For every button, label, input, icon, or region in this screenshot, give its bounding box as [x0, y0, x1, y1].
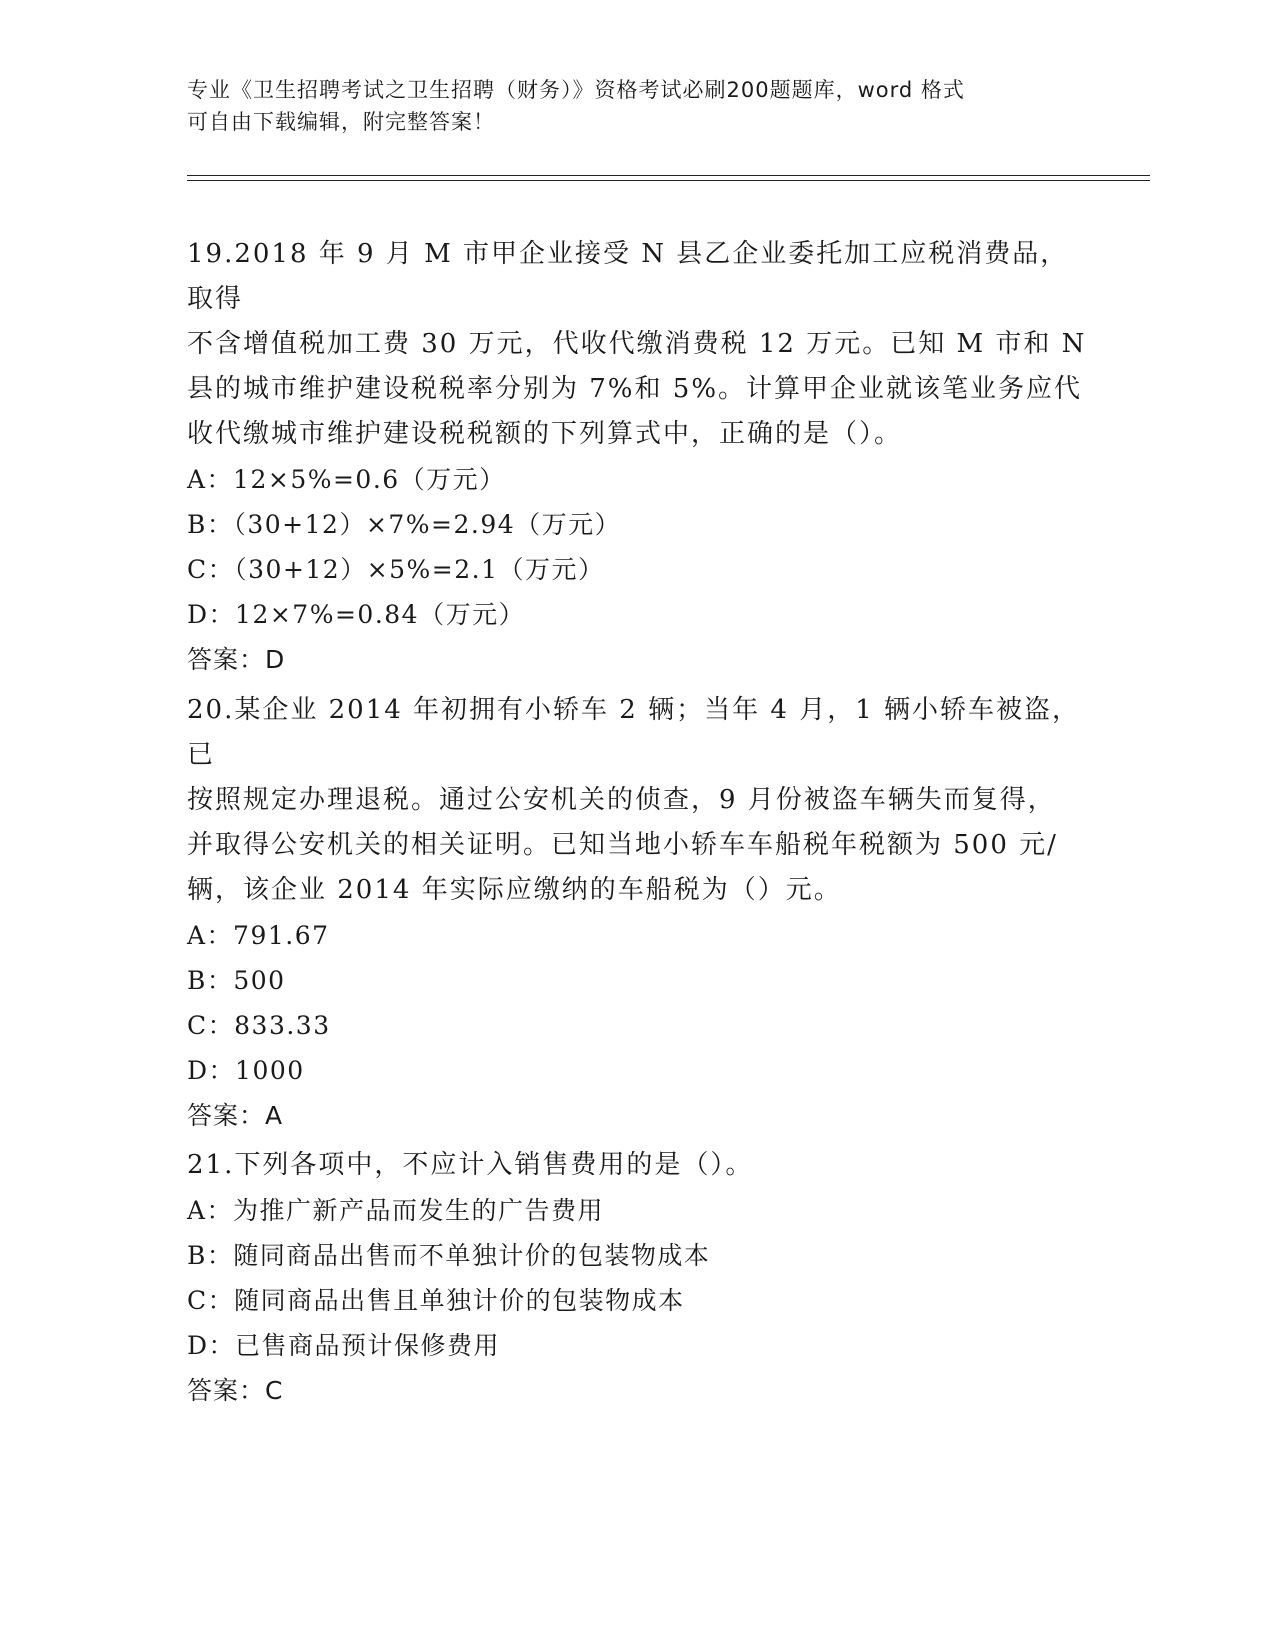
option-b: B：500: [187, 966, 286, 995]
option-d: D：1000: [187, 1056, 305, 1085]
header-intro-line-1: 专业《卫生招聘考试之卫生招聘（财务）》资格考试必刷200题题库，word 格式: [187, 78, 965, 102]
answer-label: 答案：C: [187, 1376, 284, 1405]
question-stem-line: 21.下列各项中，不应计入销售费用的是（）。: [187, 1150, 754, 1180]
header-divider-top: [187, 175, 1150, 176]
question-stem-line: 辆，该企业 2014 年实际应缴纳的车船税为（）元。: [187, 875, 842, 905]
question-stem-line: 按照规定办理退税。通过公安机关的侦查，9 月份被盗车辆失而复得，: [187, 785, 1056, 815]
question-stem-line: 不含增值税加工费 30 万元，代收代缴消费税 12 万元。已知 M 市和 N: [187, 329, 1087, 359]
option-b: B：随同商品出售而不单独计价的包装物成本: [187, 1241, 711, 1270]
question-stem-line: 20.某企业 2014 年初拥有小轿车 2 辆；当年 4 月，1 辆小轿车被盗，已: [187, 695, 1080, 770]
question-stem-line: 19.2018 年 9 月 M 市甲企业接受 N 县乙企业委托加工应税消费品，取得: [187, 239, 1069, 314]
option-b: B：（30+12）×7%=2.94（万元）: [187, 510, 622, 539]
option-c: C：833.33: [187, 1011, 331, 1040]
option-d: D：12×7%=0.84（万元）: [187, 600, 526, 629]
header-intro-line-2: 可自由下载编辑，附完整答案！: [187, 110, 495, 134]
header-divider-bottom: [187, 180, 1150, 181]
question-19: [187, 232, 1087, 682]
question-20: [187, 688, 1087, 1138]
option-a: A：12×5%=0.6（万元）: [187, 465, 506, 494]
option-a: A：791.67: [187, 921, 330, 950]
question-21: [187, 1143, 1087, 1413]
option-a: A：为推广新产品而发生的广告费用: [187, 1196, 605, 1225]
answer-label: 答案：D: [187, 645, 286, 674]
question-stem-line: 县的城市维护建设税税率分别为 7%和 5%。计算甲企业就该笔业务应代: [187, 374, 1083, 404]
option-d: D：已售商品预计保修费用: [187, 1331, 501, 1360]
answer-label: 答案：A: [187, 1101, 284, 1130]
option-c: C：随同商品出售且单独计价的包装物成本: [187, 1286, 685, 1315]
question-stem-line: 收代缴城市维护建设税税额的下列算式中，正确的是（）。: [187, 419, 903, 449]
option-c: C：（30+12）×5%=2.1（万元）: [187, 555, 605, 584]
document-header: [187, 74, 1067, 138]
question-stem-line: 并取得公安机关的相关证明。已知当地小轿车车船税年税额为 500 元/: [187, 830, 1058, 860]
